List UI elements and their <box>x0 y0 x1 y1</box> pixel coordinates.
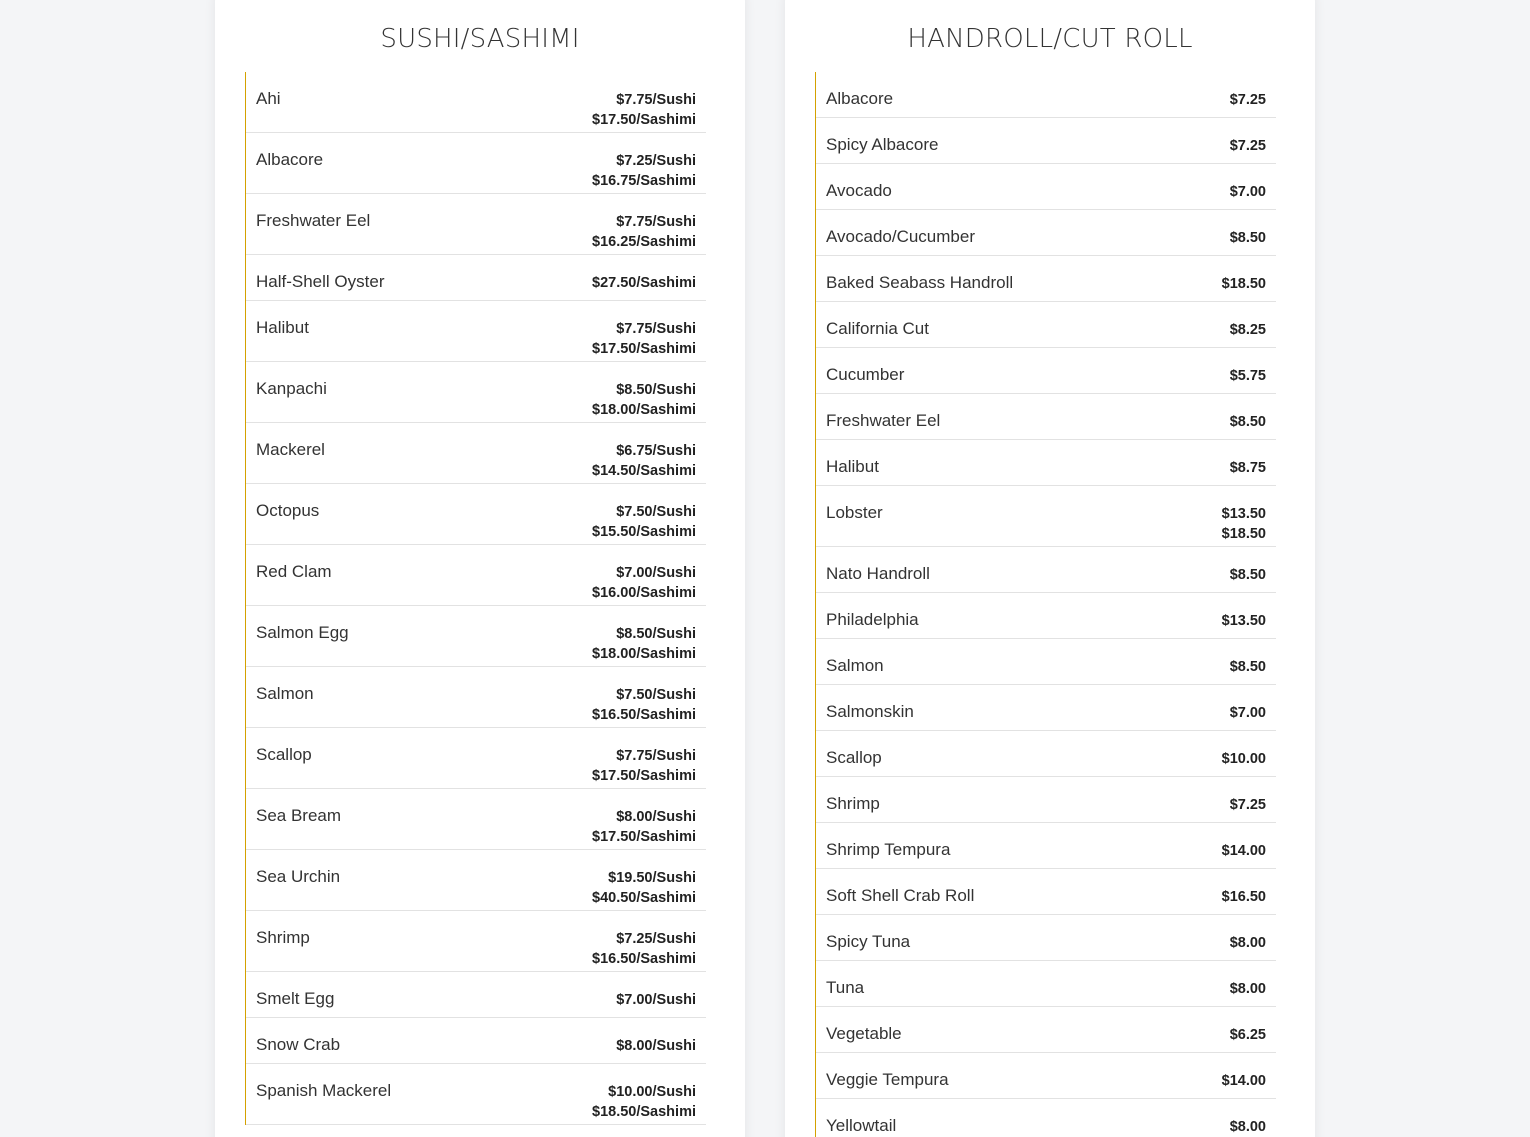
menu-item <box>246 72 706 133</box>
menu-item-prices <box>1222 887 1266 907</box>
menu-item-price: $6.75/Sushi <box>616 443 696 459</box>
menu-item-prices <box>1230 320 1266 340</box>
menu-item <box>246 301 706 362</box>
menu-item <box>246 667 706 728</box>
menu-item-price: $10.00/Sushi <box>608 1084 696 1100</box>
menu-item <box>816 486 1276 547</box>
menu-item-name: Halibut <box>256 318 309 337</box>
menu-item <box>816 593 1276 639</box>
menu-item <box>246 194 706 255</box>
menu-item-prices <box>1222 841 1266 861</box>
menu-item-prices <box>1222 749 1266 769</box>
menu-item-price: $7.25 <box>1229 138 1266 154</box>
menu-item-name: Salmon Egg <box>256 623 349 642</box>
menu-item-price: $16.75/Sashimi <box>592 173 696 189</box>
menu-item-price: $17.50/Sashimi <box>592 768 696 784</box>
menu-item-name: Salmonskin <box>826 702 914 721</box>
menu-item-price: $7.00/Sushi <box>616 992 696 1008</box>
menu-item-name: Soft Shell Crab Roll <box>826 886 975 905</box>
menu-item <box>816 639 1276 685</box>
menu-item <box>246 911 706 972</box>
menu-item-price: $16.25/Sashimi <box>592 234 696 250</box>
menu-item <box>816 302 1276 348</box>
menu-item-name: Veggie Tempura <box>826 1070 949 1089</box>
menu-item-name: Halibut <box>826 457 879 476</box>
menu-item <box>816 915 1276 961</box>
menu-item-prices <box>1230 182 1266 202</box>
menu-item-price: $7.50/Sushi <box>616 687 696 703</box>
menu-item-name: Shrimp <box>826 794 880 813</box>
menu-item-price: $8.00 <box>1229 935 1266 951</box>
menu-item <box>816 72 1276 118</box>
menu-item-prices <box>592 624 696 664</box>
menu-item <box>816 210 1276 256</box>
menu-item-price: $8.50/Sushi <box>616 626 696 642</box>
menu-item-price: $8.00 <box>1229 981 1266 997</box>
menu-item-price: $13.50 <box>1221 506 1266 522</box>
menu-item-price: $7.75/Sushi <box>616 214 696 230</box>
menu-item-price: $7.75/Sushi <box>616 748 696 764</box>
menu-item-price: $8.00/Sushi <box>616 1038 696 1054</box>
menu-item-price: $7.50/Sushi <box>616 504 696 520</box>
menu-item-name: Avocado <box>826 181 892 200</box>
sushi-sashimi-list <box>245 72 706 1125</box>
menu-item <box>246 484 706 545</box>
menu-item-price: $15.50/Sashimi <box>592 524 696 540</box>
menu-item-prices <box>616 1036 696 1056</box>
menu-item-price: $16.00/Sashimi <box>592 585 696 601</box>
menu-item-name: Spanish Mackerel <box>256 1081 392 1100</box>
menu-item-price: $27.50/Sashimi <box>592 275 696 291</box>
menu-item-prices <box>1222 274 1266 294</box>
menu-item <box>816 1007 1276 1053</box>
menu-item <box>816 256 1276 302</box>
menu-item <box>246 972 706 1018</box>
menu-item-name: Mackerel <box>256 440 325 459</box>
menu-item <box>816 869 1276 915</box>
menu-item-price: $7.25 <box>1229 92 1266 108</box>
menu-item-prices <box>1230 657 1266 677</box>
menu-item-name: Shrimp <box>256 928 310 947</box>
menu-item <box>816 547 1276 593</box>
menu-item-name: Salmon <box>256 684 314 703</box>
handroll-cutroll-title: HANDROLL/CUT ROLL <box>907 24 1193 54</box>
menu-item-name: Avocado/Cucumber <box>826 227 975 246</box>
menu-item-name: Nato Handroll <box>826 564 930 583</box>
menu-item-prices <box>1230 565 1266 585</box>
menu-item-prices <box>1230 412 1266 432</box>
menu-item-price: $14.00 <box>1221 843 1266 859</box>
menu-item-price: $18.00/Sashimi <box>592 646 696 662</box>
menu-item-price: $17.50/Sashimi <box>592 112 696 128</box>
menu-item-prices <box>592 807 696 847</box>
menu-item-price: $14.00 <box>1221 1073 1266 1089</box>
menu-item-prices <box>592 212 696 252</box>
menu-item-name: Freshwater Eel <box>256 211 371 230</box>
menu-item <box>246 606 706 667</box>
menu-item-price: $16.50 <box>1221 889 1266 905</box>
menu-item-name: Spicy Tuna <box>826 932 911 951</box>
menu-item <box>246 423 706 484</box>
menu-item <box>816 961 1276 1007</box>
menu-item-prices <box>592 563 696 603</box>
menu-item-price: $18.50/Sashimi <box>592 1104 696 1120</box>
menu-item-prices <box>1230 1025 1266 1045</box>
menu-item-name: Yellowtail <box>826 1116 897 1135</box>
menu-item-prices <box>1230 136 1266 156</box>
menu-item-price: $7.25 <box>1229 797 1266 813</box>
menu-item-name: Smelt Egg <box>256 989 335 1008</box>
menu-item-prices <box>1222 1071 1266 1091</box>
menu-item-prices <box>592 868 696 908</box>
menu-item-prices <box>592 502 696 542</box>
menu-item-price: $8.50 <box>1229 414 1266 430</box>
menu-item-price: $17.50/Sashimi <box>592 829 696 845</box>
menu-item-price: $5.75 <box>1229 368 1266 384</box>
menu-item <box>816 685 1276 731</box>
menu-item-name: Sea Urchin <box>256 867 341 886</box>
menu-item-prices <box>592 319 696 359</box>
sushi-sashimi-card <box>215 0 745 1137</box>
menu-item-prices <box>592 380 696 420</box>
menu-item-price: $16.50/Sashimi <box>592 707 696 723</box>
menu-item-price: $8.75 <box>1229 460 1266 476</box>
menu-item-name: Freshwater Eel <box>826 411 941 430</box>
menu-item-price: $8.50 <box>1229 567 1266 583</box>
menu-item-name: Lobster <box>826 503 883 522</box>
menu-item <box>246 789 706 850</box>
menu-item-price: $8.25 <box>1229 322 1266 338</box>
menu-item-prices <box>592 151 696 191</box>
menu-item-prices <box>1230 1117 1266 1137</box>
menu-item-price: $18.00/Sashimi <box>592 402 696 418</box>
menu-item-price: $7.25/Sushi <box>616 153 696 169</box>
menu-item <box>246 728 706 789</box>
menu-item-price: $7.00/Sushi <box>616 565 696 581</box>
menu-item-name: Scallop <box>826 748 882 767</box>
menu-item-prices <box>592 929 696 969</box>
menu-item-prices <box>1222 504 1266 544</box>
menu-item-prices <box>1230 458 1266 478</box>
menu-item-name: Shrimp Tempura <box>826 840 951 859</box>
menu-item <box>816 440 1276 486</box>
menu-item-name: Half-Shell Oyster <box>256 272 385 291</box>
menu-item <box>816 823 1276 869</box>
menu-item-name: Ahi <box>256 89 281 108</box>
menu-item-prices <box>1230 795 1266 815</box>
menu-item-price: $7.75/Sushi <box>616 321 696 337</box>
menu-item <box>246 850 706 911</box>
menu-item-prices <box>592 441 696 481</box>
menu-item <box>816 777 1276 823</box>
menu-item-name: Sea Bream <box>256 806 342 825</box>
menu-item-name: Albacore <box>826 89 894 108</box>
menu-item-prices <box>1230 979 1266 999</box>
menu-item-price: $10.00 <box>1221 751 1266 767</box>
menu-item <box>246 545 706 606</box>
menu-item <box>816 731 1276 777</box>
menu-item-name: Vegetable <box>826 1024 902 1043</box>
menu-item <box>816 1053 1276 1099</box>
menu-item-name: Cucumber <box>826 365 905 384</box>
menu-item-name: Kanpachi <box>256 379 327 398</box>
menu-item-name: Philadelphia <box>826 610 919 629</box>
menu-item <box>246 362 706 423</box>
menu-item-price: $7.25/Sushi <box>616 931 696 947</box>
menu-item-price: $18.50 <box>1221 276 1266 292</box>
menu-item <box>816 394 1276 440</box>
menu-item <box>246 133 706 194</box>
menu-item-prices <box>592 685 696 725</box>
menu-item-prices <box>1230 228 1266 248</box>
menu-item-price: $7.00 <box>1229 705 1266 721</box>
menu-item-prices <box>616 990 696 1010</box>
menu-item-prices <box>1230 90 1266 110</box>
menu-item-price: $19.50/Sushi <box>608 870 696 886</box>
handroll-cutroll-card <box>785 0 1315 1137</box>
menu-item-price: $7.75/Sushi <box>616 92 696 108</box>
menu-item <box>246 1064 706 1125</box>
menu-item <box>246 255 706 301</box>
menu-item-price: $40.50/Sashimi <box>592 890 696 906</box>
menu-item-prices <box>1230 933 1266 953</box>
menu-item-name: Snow Crab <box>256 1035 341 1054</box>
menu-item-prices <box>1230 703 1266 723</box>
menu-item-price: $7.00 <box>1229 184 1266 200</box>
menu-item-price: $8.50 <box>1229 659 1266 675</box>
handroll-cutroll-list <box>815 72 1276 1137</box>
menu-item-name: California Cut <box>826 319 929 338</box>
menu-item-name: Scallop <box>256 745 312 764</box>
menu-item-price: $6.25 <box>1229 1027 1266 1043</box>
menu-item-prices <box>1230 366 1266 386</box>
menu-item-price: $14.50/Sashimi <box>592 463 696 479</box>
sushi-sashimi-title: SUSHI/SASHIMI <box>380 24 580 54</box>
menu-item-name: Baked Seabass Handroll <box>826 273 1014 292</box>
menu-item-prices <box>592 746 696 786</box>
menu-item-name: Spicy Albacore <box>826 135 939 154</box>
menu-item-price: $18.50 <box>1221 526 1266 542</box>
menu-item <box>816 118 1276 164</box>
menu-item-price: $8.50/Sushi <box>616 382 696 398</box>
menu-item <box>816 164 1276 210</box>
menu-item-prices <box>1222 611 1266 631</box>
menu-item-name: Salmon <box>826 656 884 675</box>
menu-item-price: $8.00/Sushi <box>616 809 696 825</box>
menu-item <box>816 348 1276 394</box>
menu-item-price: $8.50 <box>1229 230 1266 246</box>
menu-item <box>816 1099 1276 1137</box>
menu-item-price: $8.00 <box>1229 1119 1266 1135</box>
menu-item-name: Red Clam <box>256 562 332 581</box>
menu-item-name: Albacore <box>256 150 324 169</box>
menu-item-prices <box>592 1082 696 1122</box>
menu-item-name: Tuna <box>826 978 865 997</box>
menu-item-price: $17.50/Sashimi <box>592 341 696 357</box>
menu-item-name: Octopus <box>256 501 320 520</box>
menu-item-prices <box>592 273 696 293</box>
menu-item-price: $13.50 <box>1221 613 1266 629</box>
menu-item-price: $16.50/Sashimi <box>592 951 696 967</box>
menu-item <box>246 1018 706 1064</box>
menu-item-prices <box>592 90 696 130</box>
